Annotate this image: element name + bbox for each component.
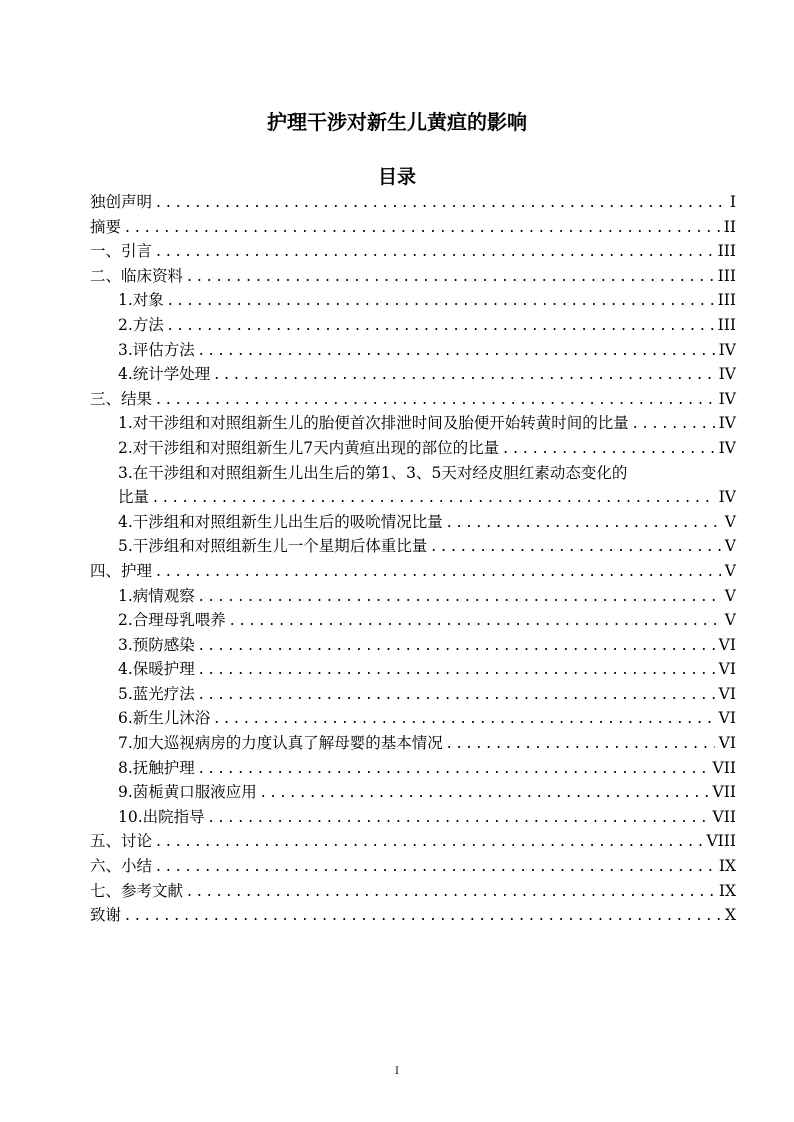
toc-entry-page: III bbox=[717, 291, 736, 310]
toc-entry-label: 3.预防感染 bbox=[118, 635, 195, 654]
toc-entry[interactable] bbox=[90, 584, 736, 609]
toc-entry[interactable] bbox=[90, 215, 736, 240]
toc-entry-label: 5.干涉组和对照组新生儿一个星期后体重比量 bbox=[118, 537, 428, 556]
toc-entry-label: 1.对干涉组和对照组新生儿的胎便首次排泄时间及胎便开始转黄时间的比量 bbox=[118, 414, 629, 433]
toc-dot-leader bbox=[209, 805, 709, 830]
toc-entry[interactable] bbox=[90, 903, 736, 928]
toc-entry-page: VI bbox=[718, 684, 736, 703]
toc-entry-page: X bbox=[724, 906, 736, 925]
toc-entry-label: 三、结果 bbox=[90, 389, 153, 408]
toc-entry[interactable] bbox=[90, 461, 736, 486]
toc-entry-page: I bbox=[729, 193, 736, 211]
toc-entry[interactable] bbox=[90, 706, 736, 731]
toc-dot-leader bbox=[125, 903, 721, 928]
toc-entry-page: IV bbox=[718, 389, 736, 408]
toc-entry-label: 1.病情观察 bbox=[118, 586, 195, 605]
toc-entry[interactable] bbox=[90, 879, 736, 904]
toc-entry-page: V bbox=[724, 537, 736, 556]
toc-entry[interactable] bbox=[90, 756, 736, 781]
toc-entry[interactable] bbox=[90, 411, 736, 436]
toc-entry[interactable] bbox=[90, 313, 736, 338]
toc-entry[interactable] bbox=[90, 510, 736, 535]
toc-entry-label: 七、参考文献 bbox=[90, 881, 184, 900]
toc-entry[interactable] bbox=[90, 780, 736, 805]
toc-dot-leader bbox=[230, 608, 721, 633]
document-title: 护理干涉对新生儿黄疸的影响 bbox=[267, 110, 527, 134]
toc-entry[interactable] bbox=[90, 608, 736, 633]
toc-dot-leader bbox=[199, 657, 715, 682]
toc-dot-leader bbox=[156, 559, 721, 584]
toc-dot-leader bbox=[153, 485, 715, 510]
toc-dot-leader bbox=[199, 633, 715, 658]
toc-entry-label: 9.茵栀黄口服液应用 bbox=[118, 783, 257, 802]
toc-dot-leader bbox=[503, 436, 715, 461]
toc-entry-page: VII bbox=[712, 758, 736, 777]
toc-entry[interactable] bbox=[90, 682, 736, 707]
toc-entry-label: 2.对干涉组和对照组新生儿7天内黄疸出现的部位的比量 bbox=[118, 438, 500, 457]
toc-entry[interactable] bbox=[90, 264, 736, 289]
table-of-contents bbox=[90, 190, 736, 928]
toc-entry-label: 4.保暖护理 bbox=[118, 660, 195, 679]
toc-entry-page: VI bbox=[718, 709, 736, 728]
toc-dot-leader bbox=[168, 288, 714, 313]
toc-entry-page: IV bbox=[718, 488, 736, 507]
toc-dot-leader bbox=[156, 239, 714, 264]
toc-dot-leader bbox=[187, 264, 714, 289]
toc-entry-page: V bbox=[724, 561, 736, 580]
toc-entry-label: 3.评估方法 bbox=[118, 340, 195, 359]
toc-entry-page: IV bbox=[718, 365, 736, 384]
toc-entry-page: IV bbox=[718, 414, 736, 433]
toc-dot-leader bbox=[199, 682, 715, 707]
toc-heading: 目录 bbox=[377, 166, 416, 188]
toc-entry[interactable] bbox=[90, 731, 736, 756]
toc-dot-leader bbox=[156, 190, 726, 215]
toc-dot-leader bbox=[447, 731, 715, 756]
toc-entry-label: 8.抚触护理 bbox=[118, 758, 195, 777]
toc-dot-leader bbox=[125, 215, 720, 240]
toc-entry-label: 致谢 bbox=[90, 906, 122, 925]
toc-entry-page: V bbox=[724, 586, 736, 605]
toc-entry-label: 5.蓝光疗法 bbox=[118, 684, 195, 703]
toc-entry-label: 4.干涉组和对照组新生儿出生后的吸吮情况比量 bbox=[118, 512, 443, 531]
toc-entry-page: III bbox=[717, 242, 736, 261]
toc-entry-page: III bbox=[717, 315, 736, 334]
toc-entry[interactable] bbox=[90, 854, 736, 879]
toc-entry-label: 6.新生儿沐浴 bbox=[118, 709, 211, 728]
toc-entry-label: 4.统计学处理 bbox=[118, 365, 211, 384]
toc-dot-leader bbox=[261, 780, 709, 805]
toc-entry[interactable] bbox=[90, 436, 736, 461]
toc-entry-label: 2.合理母乳喂养 bbox=[118, 611, 226, 630]
toc-entry-page: VIII bbox=[706, 832, 736, 851]
toc-entry[interactable] bbox=[90, 338, 736, 363]
toc-entry-page: VII bbox=[712, 783, 736, 802]
toc-entry-page: II bbox=[723, 217, 736, 236]
toc-entry-label: 独创声明 bbox=[90, 193, 153, 211]
toc-dot-leader bbox=[214, 706, 714, 731]
toc-entry-label: 1.对象 bbox=[118, 291, 164, 310]
toc-dot-leader bbox=[431, 534, 721, 559]
toc-entry-page: V bbox=[724, 512, 736, 531]
toc-entry[interactable] bbox=[90, 657, 736, 682]
toc-dot-leader bbox=[633, 411, 715, 436]
toc-entry[interactable] bbox=[90, 534, 736, 559]
toc-dot-leader bbox=[187, 879, 715, 904]
toc-dot-leader bbox=[214, 362, 714, 387]
toc-entry-page: IX bbox=[718, 881, 736, 900]
toc-entry-label: 3.在干涉组和对照组新生儿出生后的第1、3、5天对经皮胆红素动态变化的 bbox=[118, 463, 628, 482]
toc-entry-label: 10.出院指导 bbox=[118, 807, 205, 826]
toc-dot-leader bbox=[447, 510, 721, 535]
toc-dot-leader bbox=[156, 829, 702, 854]
toc-entry[interactable] bbox=[90, 362, 736, 387]
toc-dot-leader bbox=[199, 756, 709, 781]
toc-entry-page: IV bbox=[718, 438, 736, 457]
toc-entry[interactable] bbox=[90, 633, 736, 658]
page-number: I bbox=[395, 1066, 399, 1077]
toc-dot-leader bbox=[199, 338, 715, 363]
toc-entry-label: 一、引言 bbox=[90, 242, 153, 261]
toc-entry[interactable] bbox=[90, 190, 736, 215]
toc-entry[interactable] bbox=[90, 805, 736, 830]
toc-entry-label: 六、小结 bbox=[90, 857, 153, 876]
toc-entry[interactable] bbox=[90, 485, 736, 510]
toc-entry-page: V bbox=[724, 611, 736, 630]
toc-entry[interactable] bbox=[90, 239, 736, 264]
toc-entry-page: IX bbox=[718, 857, 736, 876]
toc-entry-page: VI bbox=[718, 635, 736, 654]
toc-entry-label: 五、讨论 bbox=[90, 832, 153, 851]
toc-entry[interactable] bbox=[90, 387, 736, 412]
toc-dot-leader bbox=[156, 854, 715, 879]
toc-entry-label: 2.方法 bbox=[118, 315, 164, 334]
toc-entry-label: 摘要 bbox=[90, 217, 122, 236]
toc-entry-label: 二、临床资料 bbox=[90, 266, 184, 285]
toc-entry-page: VI bbox=[718, 660, 736, 679]
toc-entry-page: VII bbox=[712, 807, 736, 826]
toc-dot-leader bbox=[199, 584, 721, 609]
toc-dot-leader bbox=[156, 387, 715, 412]
toc-entry[interactable] bbox=[90, 829, 736, 854]
toc-entry-label: 7.加大巡视病房的力度认真了解母婴的基本情况 bbox=[118, 734, 443, 753]
toc-entry-page: IV bbox=[718, 340, 736, 359]
toc-entry[interactable] bbox=[90, 559, 736, 584]
toc-entry-page: VI bbox=[718, 734, 736, 753]
toc-entry[interactable] bbox=[90, 288, 736, 313]
toc-entry-page: III bbox=[717, 266, 736, 285]
toc-entry-label: 比量 bbox=[118, 488, 150, 507]
toc-dot-leader bbox=[168, 313, 714, 338]
toc-entry-label: 四、护理 bbox=[90, 561, 153, 580]
